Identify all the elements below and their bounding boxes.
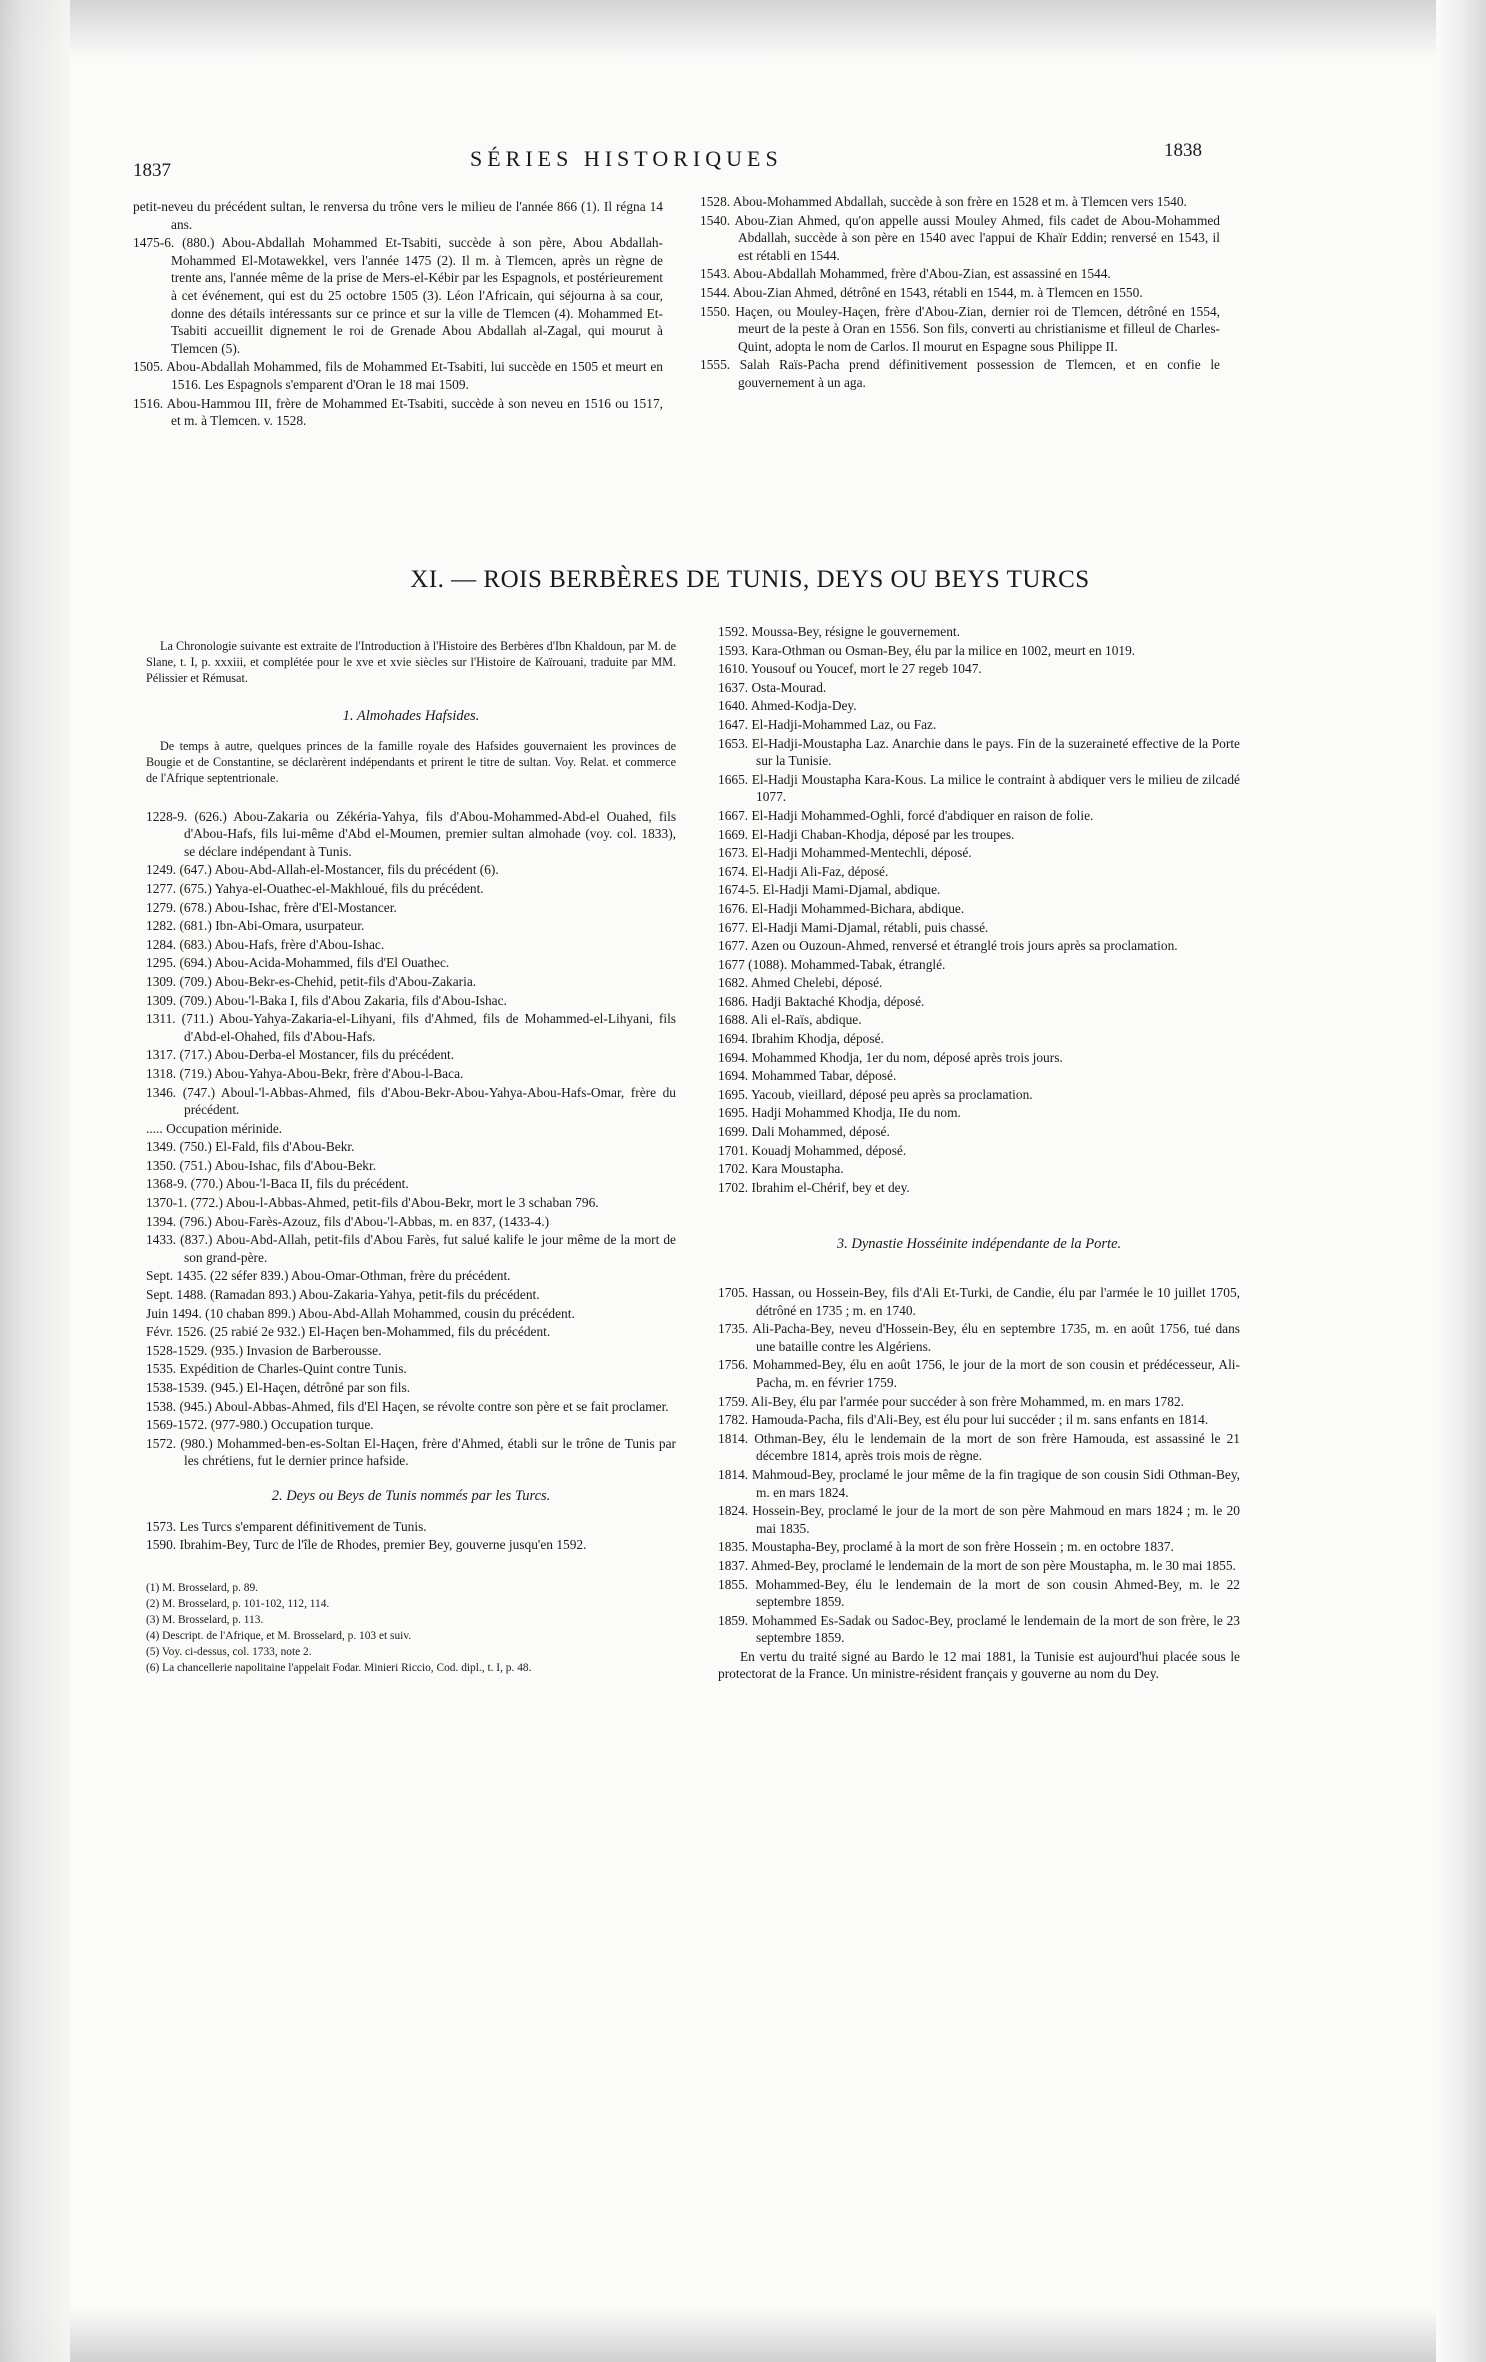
entry-text: Hadji Mohammed Khodja, IIe du nom. [751, 1105, 961, 1121]
chronology-entry [146, 1342, 676, 1360]
entry-year: 1705. [718, 1285, 749, 1300]
entry-text: Ibrahim-Bey, Turc de l'île de Rhodes, premier Bey, gouverne jusqu'en 1592. [179, 1537, 587, 1553]
entry-year: 1505. [133, 359, 164, 375]
entry-text: Ali-Bey, élu par l'armée pour succéder à son frère Mohammed, m. en mars 1782. [750, 1393, 1184, 1409]
entry-year: Juin 1494. [146, 1305, 202, 1321]
entry-text: Abou-Ishac, fils d'Abou-Bekr. [214, 1157, 377, 1173]
entry-text: El-Hadji-Moustapha Laz. Anarchie dans le pays. Fin de la suzeraineté effective de la Porte sur la Tunisie. [751, 735, 1240, 769]
chronology-entry [133, 234, 663, 357]
entry-text: El-Hadji Moustapha Kara-Kous. La milice le contraint à abdiquer vers le milieu de zilcadé 1077. [751, 771, 1240, 805]
entry-text: Ali el-Raïs, abdique. [750, 1012, 862, 1028]
entry-year: 1555. [700, 357, 731, 373]
chronology-entry [718, 660, 1240, 678]
top-left-column [133, 198, 663, 431]
entry-year: 1535. [146, 1361, 177, 1377]
chronology-entry [718, 1284, 1240, 1319]
chronology-entry [146, 992, 676, 1010]
sub3-entry-list [718, 1284, 1240, 1647]
entry-text: Hadji Baktaché Khodja, déposé. [751, 993, 925, 1009]
footnote: (2) M. Brosselard, p. 101-102, 112, 114. [146, 1597, 330, 1610]
entry-text: (10 chaban 899.) Abou-Abd-Allah Mohammed, cousin du précédent. [205, 1305, 575, 1321]
chronology-entry [718, 735, 1240, 770]
entry-text: Abou-Abd-Allah-el-Mostancer, fils du précédent (6). [214, 862, 499, 878]
chronology-entry [146, 1157, 676, 1175]
chronology-entry [146, 1305, 676, 1323]
entry-text: Hamouda-Pacha, fils d'Ali-Bey, est élu pour lui succéder ; il m. sans enfants en 1814. [751, 1412, 1209, 1428]
entry-text: El-Hadji Mohammed-Bichara, abdique. [751, 900, 965, 916]
entry-text: Abou-Hammou III, frère de Mohammed Et-Tsabiti, succède à son neveu en 1516 ou 1517, et m. à Tlemcen. v. 1528. [166, 395, 663, 429]
chronology-entry [718, 1502, 1240, 1537]
entry-text: Occupation mérinide. [166, 1120, 283, 1136]
entry-text: Moustapha-Bey, proclamé à la mort de son frère Hossein ; m. en octobre 1837. [751, 1539, 1174, 1555]
entry-text: Abou-Bekr-es-Chehid, petit-fils d'Abou-Zakaria. [214, 973, 477, 989]
entry-year: 1682. [718, 975, 749, 991]
chronology-entry [718, 1179, 1240, 1197]
chronology-entry [700, 193, 1220, 211]
chronology-entry [718, 974, 1240, 992]
chronology-entry [718, 1576, 1240, 1611]
entry-year: 1756. [718, 1357, 749, 1373]
entry-text: petit-neveu du précédent sultan, le renversa du trône vers le milieu de l'année 866 (1). Il régna 14 ans. [133, 199, 663, 232]
entry-year: 1677. [718, 938, 749, 954]
entry-text: El-Hadji Ali-Faz, déposé. [751, 863, 889, 879]
scan-edge-left [0, 0, 70, 2362]
subsection-note: De temps à autre, quelques princes de la famille royale des Hafsides gouvernaient les provinces de Bougie et de Constantine, se déclarèrent indépendants et prirent le titre de sultan. Voy. Relat. et commerce de l'Afrique septentrionale. [146, 738, 676, 785]
entry-text: Hossein-Bey, proclamé le jour de la mort de son père Mahmoud en mars 1824 ; m. le 20 mai 1835. [752, 1503, 1240, 1536]
entry-year: 1370-1. (772.) [146, 1195, 223, 1211]
chronology-entry [718, 1430, 1240, 1465]
entry-year: 1859. [718, 1612, 749, 1628]
chronology-entry [146, 1120, 676, 1138]
chronology-entry [718, 1049, 1240, 1067]
entry-text: (22 séfer 839.) Abou-Omar-Othman, frère du précédent. [210, 1268, 511, 1284]
subsection-heading-1: 1. Almohades Hafsides. [342, 708, 480, 724]
chronology-entry [718, 881, 1240, 899]
entry-year: 1311. (711.) [146, 1011, 214, 1027]
chronology-entry [146, 1398, 676, 1416]
entry-text: El-Hadji Mami-Djamal, rétabli, puis chassé. [751, 919, 989, 935]
entry-year: 1695. [718, 1086, 749, 1102]
entry-year: 1394. (796.) [146, 1213, 212, 1229]
chronology-entry [718, 956, 1240, 974]
entry-year: 1673. [718, 845, 749, 861]
chronology-entry [718, 1393, 1240, 1411]
entry-year: 1350. (751.) [146, 1157, 212, 1173]
entry-year: 1824. [718, 1503, 749, 1519]
chronology-entry [146, 954, 676, 972]
entry-text: Mohammed Khodja, 1er du nom, déposé après trois jours. [751, 1049, 1063, 1065]
chronology-entry [146, 1286, 676, 1304]
chronology-entry [718, 937, 1240, 955]
entry-text: Abou-Abdallah Mohammed, fils de Mohammed Et-Tsabiti, lui succède en 1505 et meurt en 1516. Les Espagnols s'emparent d'Oran le 18 mai 1509. [166, 359, 664, 392]
entry-year: 1677 (1088). [718, 956, 788, 972]
entry-text: Azen ou Ouzoun-Ahmed, renversé et étranglé trois jours après sa proclamation. [750, 938, 1178, 954]
left-column [146, 638, 676, 1676]
entry-text: (945.) El-Haçen, détrôné par son fils. [210, 1380, 411, 1395]
chronology-entry [146, 1536, 676, 1554]
entry-year: 1855. [718, 1576, 749, 1592]
chronology-entry [718, 771, 1240, 806]
chronology-entry [133, 358, 663, 393]
entry-text: Ahmed-Kodja-Dey. [750, 698, 857, 714]
chronology-entry [146, 1194, 676, 1212]
entry-text: Yousouf ou Youcef, mort le 27 regeb 1047. [751, 661, 982, 677]
chronology-entry [718, 919, 1240, 937]
footnote: (1) M. Brosselard, p. 89. [146, 1581, 258, 1594]
entry-text: El-Hadji-Mohammed Laz, ou Faz. [751, 716, 937, 732]
entry-text: (945.) Aboul-Abbas-Ahmed, fils d'El Haçen, se révolte contre son père et se fait proclamer. [179, 1398, 669, 1414]
chronology-entry [146, 1360, 676, 1378]
entry-year: 1814. [718, 1466, 749, 1482]
entry-year: 1640. [718, 698, 749, 714]
chronology-entry [718, 1356, 1240, 1391]
subsection-heading-3: 3. Dynastie Hosséinite indépendante de la Porte. [836, 1236, 1122, 1253]
chronology-entry [146, 1046, 676, 1064]
entry-year: 1735. [718, 1321, 749, 1337]
entry-year: 1674. [718, 863, 749, 879]
entry-text: Dali Mohammed, déposé. [751, 1124, 890, 1140]
chronology-entry [700, 212, 1220, 265]
entry-year: 1282. (681.) [146, 918, 212, 934]
chronology-entry [718, 1612, 1240, 1647]
entry-text: (977-980.) Occupation turque. [210, 1417, 374, 1433]
entry-year: 1569-1572. [146, 1417, 208, 1433]
top-right-column [700, 193, 1220, 393]
entry-text: El-Fald, fils d'Abou-Bekr. [215, 1139, 355, 1155]
chronology-entry [146, 1379, 676, 1397]
right-column [718, 623, 1240, 1683]
entry-year: 1317. (717.) [146, 1047, 212, 1063]
entry-year: 1677. [718, 919, 749, 935]
entry-year: 1695. [718, 1105, 749, 1121]
chronology-entry [718, 844, 1240, 862]
chronology-entry [718, 642, 1240, 660]
chronology-entry [146, 1065, 676, 1083]
chronology-entry [146, 899, 676, 917]
entry-text: Hassan, ou Hossein-Bey, fils d'Ali Et-Turki, de Candie, élu par l'armée le 10 juillet 1705, détrôné en 1735 ; m. en 1740. [752, 1285, 1240, 1318]
entry-year: 1538. [146, 1398, 177, 1414]
entry-year: 1592. [718, 624, 749, 639]
chronology-entry [718, 1086, 1240, 1104]
entry-text: El-Hadji Mami-Djamal, abdique. [762, 882, 941, 898]
chronology-entry [146, 1267, 676, 1285]
chronology-entry [718, 826, 1240, 844]
entry-year: 1544. [700, 284, 731, 300]
entry-text: Abou-Ishac, frère d'El-Mostancer. [214, 899, 397, 915]
chronology-entry [700, 303, 1220, 356]
entry-text: Abou-Abd-Allah, petit-fils d'Abou Farès, fut salué kalife le jour même de la mort de son grand-père. [184, 1232, 676, 1265]
chronology-entry [718, 807, 1240, 825]
left-entry-list [146, 808, 676, 1470]
subsection-heading-2: 2. Deys ou Beys de Tunis nommés par les Turcs. [271, 1487, 551, 1504]
entry-year: 1669. [718, 826, 749, 842]
entry-year: 1688. [718, 1012, 749, 1028]
entry-text: Salah Raïs-Pacha prend définitivement possession de Tlemcen, et en confie le gouvernement à un aga. [738, 357, 1220, 390]
entry-year: 1550. [700, 303, 731, 319]
chronology-entry [718, 1538, 1240, 1556]
entry-year: 1284. (683.) [146, 936, 212, 952]
entry-year: 1590. [146, 1537, 177, 1553]
entry-text: Moussa-Bey, résigne le gouvernement. [751, 624, 960, 639]
entry-text: El-Hadji Chaban-Khodja, déposé par les troupes. [751, 826, 1015, 842]
entry-text: Abou-l-Abbas-Ahmed, petit-fils d'Abou-Bekr, mort le 3 schaban 796. [225, 1195, 599, 1211]
entry-text: Ahmed-Bey, proclamé le lendemain de la mort de son père Moustapha, m. le 30 mai 1855. [750, 1557, 1236, 1573]
entry-year: 1674-5. [718, 882, 760, 898]
entry-text: El-Hadji Mohammed-Mentechli, déposé. [751, 845, 972, 861]
entry-text: Aboul-'l-Abbas-Ahmed, fils d'Abou-Bekr-Abou-Yahya-Abou-Hafs-Omar, frère du précédent. [184, 1084, 677, 1118]
entry-text: Kara Moustapha. [751, 1161, 844, 1177]
entry-year: 1295. (694.) [146, 955, 212, 971]
entry-text: Haçen, ou Mouley-Haçen, frère d'Abou-Zian, dernier roi de Tlemcen, détrôné en 1554, meurt de la peste à Oran en 1556. Son fils, converti au christianisme et filleul de Charles-Quint, adopta le nom de Carlos. Il mourut en Espagne sous Philippe II. [735, 303, 1220, 354]
entry-text: Othman-Bey, élu le lendemain de la mort de son frère Hamouda, est assassiné le 21 décembre 1814, après trois mois de règne. [754, 1430, 1240, 1464]
chronology-entry [718, 1320, 1240, 1355]
entry-year: 1279. (678.) [146, 899, 212, 915]
entry-text: Ali-Pacha-Bey, neveu d'Hossein-Bey, élu en septembre 1735, m. en août 1756, tué dans une bataille contre les Algériens. [752, 1321, 1240, 1354]
entry-year: 1572. [146, 1435, 177, 1451]
entry-year: 1433. (837.) [146, 1232, 213, 1248]
entry-year: 1653. [718, 735, 749, 751]
footnote: (4) Descript. de l'Afrique, et M. Brosselard, p. 103 et suiv. [146, 1629, 412, 1642]
scan-edge-right [1436, 0, 1486, 2362]
entry-text: Mohammed-Bey, élu le lendemain de la mort de son cousin Ahmed-Bey, m. le 22 septembre 1859. [755, 1576, 1240, 1610]
chronology-entry [718, 1011, 1240, 1029]
entry-year: 1610. [718, 661, 749, 677]
entry-text: Mohammed-Tabak, étranglé. [790, 956, 946, 972]
footnote: (6) La chancellerie napolitaine l'appelait Fodar. Minieri Riccio, Cod. dipl., t. I, p. 48. [146, 1661, 532, 1674]
entry-text: Yacoub, vieillard, déposé peu après sa proclamation. [751, 1086, 1033, 1102]
entry-year: 1318. (719.) [146, 1065, 212, 1081]
entry-year: 1694. [718, 1068, 749, 1084]
chronology-entry [146, 1175, 676, 1193]
entry-year: 1249. (647.) [146, 862, 212, 878]
entry-year: Sept. 1488. [146, 1287, 207, 1303]
entry-year: 1665. [718, 771, 749, 787]
entry-text: Les Turcs s'emparent définitivement de Tunis. [179, 1518, 427, 1534]
chronology-entry [718, 1123, 1240, 1141]
entry-year: 1694. [718, 1031, 749, 1047]
chronology-entry [133, 198, 663, 233]
chronology-entry [146, 973, 676, 991]
entry-text: Abou-'l-Baka I, fils d'Abou Zakaria, fils d'Abou-Ishac. [214, 992, 507, 1008]
entry-text: Abou-Yahya-Zakaria-el-Lihyani, fils d'Ahmed, fils de Mohammed-el-Lihyani, fils d'Abd-el-Ohahed, fils d'Abou-Hafs. [184, 1011, 676, 1044]
final-paragraph: En vertu du traité signé au Bardo le 12 mai 1881, la Tunisie est aujourd'hui placée sous le protectorat de la France. Un ministre-résident français y gouverne au nom du Dey. [718, 1648, 1240, 1682]
entry-text: Mohammed Es-Sadak ou Sadoc-Bey, proclamé le lendemain de la mort de son frère, le 23 septembre 1859. [751, 1612, 1240, 1646]
entry-text: Abou-'l-Baca II, fils du précédent. [225, 1176, 409, 1192]
entry-year: 1637. [718, 679, 749, 695]
entry-year: 1573. [146, 1518, 177, 1534]
chronology-entry [718, 1067, 1240, 1085]
chronology-entry [718, 697, 1240, 715]
chronology-entry [146, 1435, 676, 1470]
entry-year: 1368-9. (770.) [146, 1176, 223, 1192]
entry-year: 1593. [718, 642, 749, 658]
entry-year: 1699. [718, 1124, 749, 1140]
entry-year: 1475-6. (880.) [133, 235, 215, 251]
entry-year: 1686. [718, 993, 749, 1009]
entry-year: Sept. 1435. [146, 1268, 207, 1284]
chronology-entry [718, 623, 1240, 641]
sub2-entry-list [146, 1518, 676, 1554]
entry-text: Ibrahim Khodja, déposé. [751, 1031, 884, 1047]
entry-text: Yahya-el-Ouathec-el-Makhloué, fils du précédent. [214, 880, 484, 896]
entry-text: Kara-Othman ou Osman-Bey, élu par la milice en 1002, meurt en 1019. [751, 642, 1136, 658]
chronology-entry [146, 1084, 676, 1119]
chronology-entry [718, 679, 1240, 697]
entry-year: 1543. [700, 266, 731, 282]
entry-year: 1667. [718, 807, 749, 823]
chronology-entry [146, 880, 676, 898]
entry-text: Abou-Acida-Mohammed, fils d'El Ouathec. [214, 955, 450, 971]
right-entry-list [718, 623, 1240, 1196]
entry-text: (25 rabié 2e 932.) El-Haçen ben-Mohammed, fils du précédent. [210, 1324, 551, 1340]
entry-year: 1228-9. (626.) [146, 808, 227, 824]
chronology-entry [700, 265, 1220, 283]
entry-text: Abou-Zian Ahmed, qu'on appelle aussi Mouley Ahmed, fils cadet de Abou-Mohammed Abdallah, succède à son père en 1540 avec l'appui de Khaïr Eddin; renversé en 1543, il est rétabli en 1544. [734, 212, 1221, 263]
entry-text: Abou-Zian Ahmed, détrôné en 1543, rétabli en 1544, m. à Tlemcen en 1550. [732, 284, 1143, 300]
chronology-entry [700, 284, 1220, 302]
chronology-entry [718, 1557, 1240, 1575]
scan-edge-bottom [0, 2307, 1486, 2362]
page-number-left: 1837 [133, 160, 171, 181]
chronology-entry [146, 1323, 676, 1341]
chronology-entry [700, 356, 1220, 391]
chronology-entry [146, 1213, 676, 1231]
entry-year: 1837. [718, 1557, 749, 1573]
footnote: (3) M. Brosselard, p. 113. [146, 1613, 264, 1626]
entry-text: Mohammed-Bey, élu en août 1756, le jour de la mort de son cousin et prédécesseur, Ali-Pacha, m. en février 1759. [752, 1357, 1240, 1390]
entry-text: Abou-Abdallah Mohammed Et-Tsabiti, succède à son père, Abou Abdallah-Mohammed El-Motawekkel, vers l'année 1475 (2). Il m. à Tlemcen, après un règne de trente ans, l'année même de la prise de Mers-el-Kébir par les Espagnols, et postérieurement à cet événement, qui est du 25 octobre 1505 (3). Léon l'Africain, qui séjourna à sa cour, donne des détails intéressants sur ce prince et sur la ville de Tlemcen (4). Mohammed Et-Tsabiti accueillit dignement le roi de Grenade Abou Abdallah al-Zagal, qui mourut à Tlemcen (5). [171, 235, 663, 356]
entry-year: 1702. [718, 1161, 749, 1177]
entry-year: 1782. [718, 1412, 749, 1428]
entry-text: Abou-Hafs, frère d'Abou-Ishac. [214, 936, 385, 952]
chronology-entry [146, 861, 676, 879]
entry-text: Ibrahim el-Chérif, bey et dey. [751, 1179, 910, 1195]
entry-year: ..... [146, 1120, 163, 1136]
entry-year: 1346. (747.) [146, 1084, 216, 1100]
entry-year: 1309. (709.) [146, 992, 212, 1008]
entry-year: 1516. [133, 395, 164, 411]
entry-text: Abou-Mohammed Abdallah, succède à son frère en 1528 et m. à Tlemcen vers 1540. [732, 194, 1187, 209]
chronology-entry [146, 936, 676, 954]
entry-text: Ahmed Chelebi, déposé. [750, 975, 883, 991]
entry-year: 1835. [718, 1539, 749, 1555]
entry-text: (980.) Mohammed-ben-es-Soltan El-Haçen, frère d'Ahmed, établi sur le trône de Tunis par les chrétiens, fut le dernier prince hafside. [180, 1435, 676, 1469]
entry-year: 1701. [718, 1142, 749, 1158]
footnote: (5) Voy. ci-dessus, col. 1733, note 2. [146, 1645, 312, 1658]
entry-year: 1538-1539. [146, 1380, 208, 1395]
chronology-entry [718, 993, 1240, 1011]
entry-text: Mahmoud-Bey, proclamé le jour même de la fin tragique de son cousin Sidi Othman-Bey, m. en mars 1824. [752, 1466, 1240, 1500]
entry-text: Ibn-Abi-Omara, usurpateur. [215, 918, 365, 934]
entry-text: (935.) Invasion de Barberousse. [210, 1342, 382, 1358]
chronology-entry [146, 1138, 676, 1156]
entry-year: 1528. [700, 194, 731, 209]
entry-text: Abou-Derba-el Mostancer, fils du précédent. [214, 1047, 455, 1063]
entry-text: Abou-Yahya-Abou-Bekr, frère d'Abou-l-Baca. [214, 1065, 464, 1081]
entry-text: Abou-Farès-Azouz, fils d'Abou-'l-Abbas, m. en 837, (1433-4.) [214, 1213, 550, 1229]
chronology-entry [146, 1010, 676, 1045]
chronology-entry [146, 1416, 676, 1434]
entry-text: (Ramadan 893.) Abou-Zakaria-Yahya, petit-fils du précédent. [210, 1287, 540, 1303]
chronology-entry [718, 716, 1240, 734]
chronology-entry [146, 917, 676, 935]
chronology-entry [718, 900, 1240, 918]
footnotes [146, 1580, 676, 1676]
entry-year: 1676. [718, 900, 749, 916]
chronology-entry [718, 1411, 1240, 1429]
entry-text: Mohammed Tabar, déposé. [751, 1068, 897, 1084]
entry-year: 1759. [718, 1393, 749, 1409]
entry-text: El-Hadji Mohammed-Oghli, forcé d'abdiquer en raison de folie. [751, 807, 1094, 823]
entry-year: 1528-1529. [146, 1342, 208, 1358]
chronology-entry [146, 808, 676, 861]
entry-text: Abou-Zakaria ou Zékéria-Yahya, fils d'Abou-Mohammed-Abd-el Ouahed, fils d'Abou-Hafs, fils lui-même d'Abd el-Moumen, premier sultan almohade (voy. col. 1833), se déclare indépendant à Tunis. [184, 808, 677, 859]
chronology-entry [718, 863, 1240, 881]
entry-year: 1540. [700, 212, 731, 228]
chronology-entry [146, 1518, 676, 1536]
chronology-entry [718, 1142, 1240, 1160]
entry-year: 1309. (709.) [146, 973, 212, 989]
chronology-entry [146, 1231, 676, 1266]
entry-text: Expédition de Charles-Quint contre Tunis. [179, 1361, 407, 1377]
entry-year: 1694. [718, 1049, 749, 1065]
running-title: SÉRIES HISTORIQUES [470, 146, 783, 171]
chronology-entry [718, 1030, 1240, 1048]
intro-paragraph: La Chronologie suivante est extraite de l'Introduction à l'Histoire des Berbères d'Ibn Khaldoun, par M. de Slane, t. I, p. xxxiii, et complétée pour le xve et xvie siècles sur l'Histoire de Kaïrouani, traduite par MM. Pélissier et Rémusat. [146, 639, 676, 685]
entry-text: Kouadj Mohammed, déposé. [751, 1142, 907, 1158]
page-number-right: 1838 [1164, 140, 1202, 161]
entry-text: Osta-Mourad. [751, 679, 827, 695]
chronology-entry [718, 1104, 1240, 1122]
chronology-entry [718, 1160, 1240, 1178]
entry-year: 1277. (675.) [146, 880, 212, 896]
entry-year: 1814. [718, 1430, 749, 1446]
entry-text: Abou-Abdallah Mohammed, frère d'Abou-Zian, est assassiné en 1544. [732, 266, 1111, 282]
chronology-entry [718, 1466, 1240, 1501]
entry-year: Févr. 1526. [146, 1324, 207, 1340]
chronology-entry [133, 395, 663, 430]
entry-year: 1702. [718, 1179, 749, 1195]
entry-year: 1349. (750.) [146, 1139, 212, 1155]
entry-year: 1647. [718, 716, 749, 732]
scan-edge-top [0, 0, 1486, 60]
section-title: XI. — ROIS BERBÈRES DE TUNIS, DEYS OU BEYS TURCS [410, 566, 1090, 593]
